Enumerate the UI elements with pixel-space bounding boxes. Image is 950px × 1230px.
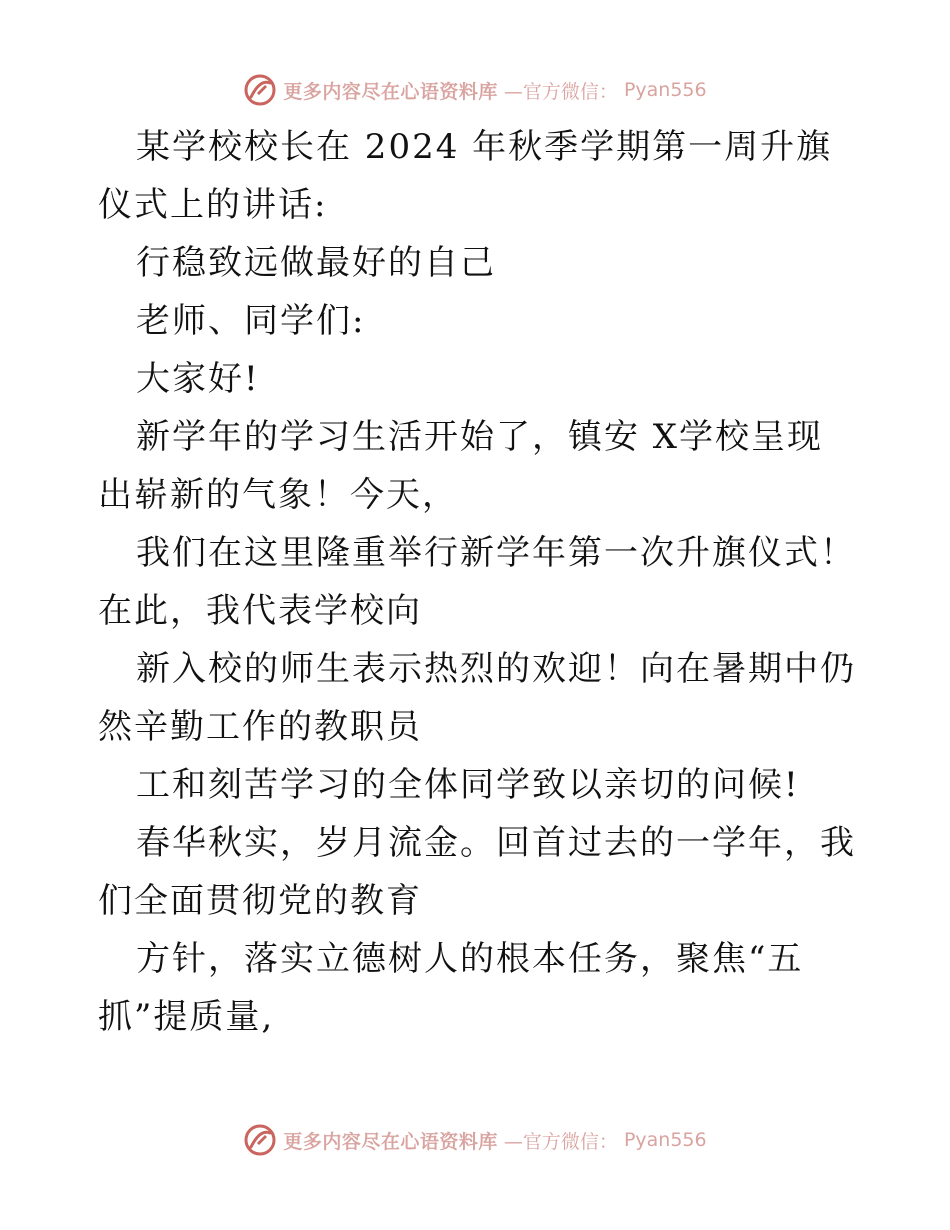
document-subtitle: 行稳致远做最好的自己 bbox=[136, 243, 496, 283]
watermark-account: Pyan556 bbox=[623, 79, 707, 101]
document-body bbox=[98, 118, 858, 1046]
brand-logo-icon bbox=[243, 1123, 277, 1157]
document-title: 某学校校长在 2024 年秋季学期第一周升旗仪式上的讲话: bbox=[98, 127, 833, 225]
watermark-separator: —官方微信： bbox=[503, 1130, 618, 1153]
watermark-brand: 更多内容尽在心语资料库 bbox=[283, 80, 498, 103]
paragraph: 新学年的学习生活开始了，镇安 X学校呈现出崭新的气象！今天， bbox=[98, 417, 824, 515]
brand-logo-icon bbox=[243, 73, 277, 107]
watermark-brand: 更多内容尽在心语资料库 bbox=[283, 1130, 498, 1153]
document-salutation: 老师、同学们: bbox=[136, 301, 366, 341]
watermark-account: Pyan556 bbox=[623, 1129, 707, 1151]
paragraph: 我们在这里隆重举行新学年第一次升旗仪式！在此，我代表学校向 bbox=[98, 533, 856, 631]
paragraph: 方针，落实立德树人的根本任务，聚焦“五抓”提质量, bbox=[98, 939, 804, 1037]
paragraph: 新入校的师生表示热烈的欢迎！向在暑期中仍然辛勤工作的教职员 bbox=[98, 649, 856, 747]
watermark-separator: —官方微信： bbox=[503, 80, 618, 103]
paragraph: 春华秋实，岁月流金。回首过去的一学年，我们全面贯彻党的教育 bbox=[98, 823, 856, 921]
footer-watermark bbox=[0, 1120, 950, 1160]
document-greeting: 大家好! bbox=[136, 359, 260, 399]
header-watermark bbox=[0, 70, 950, 110]
paragraph: 工和刻苦学习的全体同学致以亲切的问候! bbox=[136, 765, 800, 805]
